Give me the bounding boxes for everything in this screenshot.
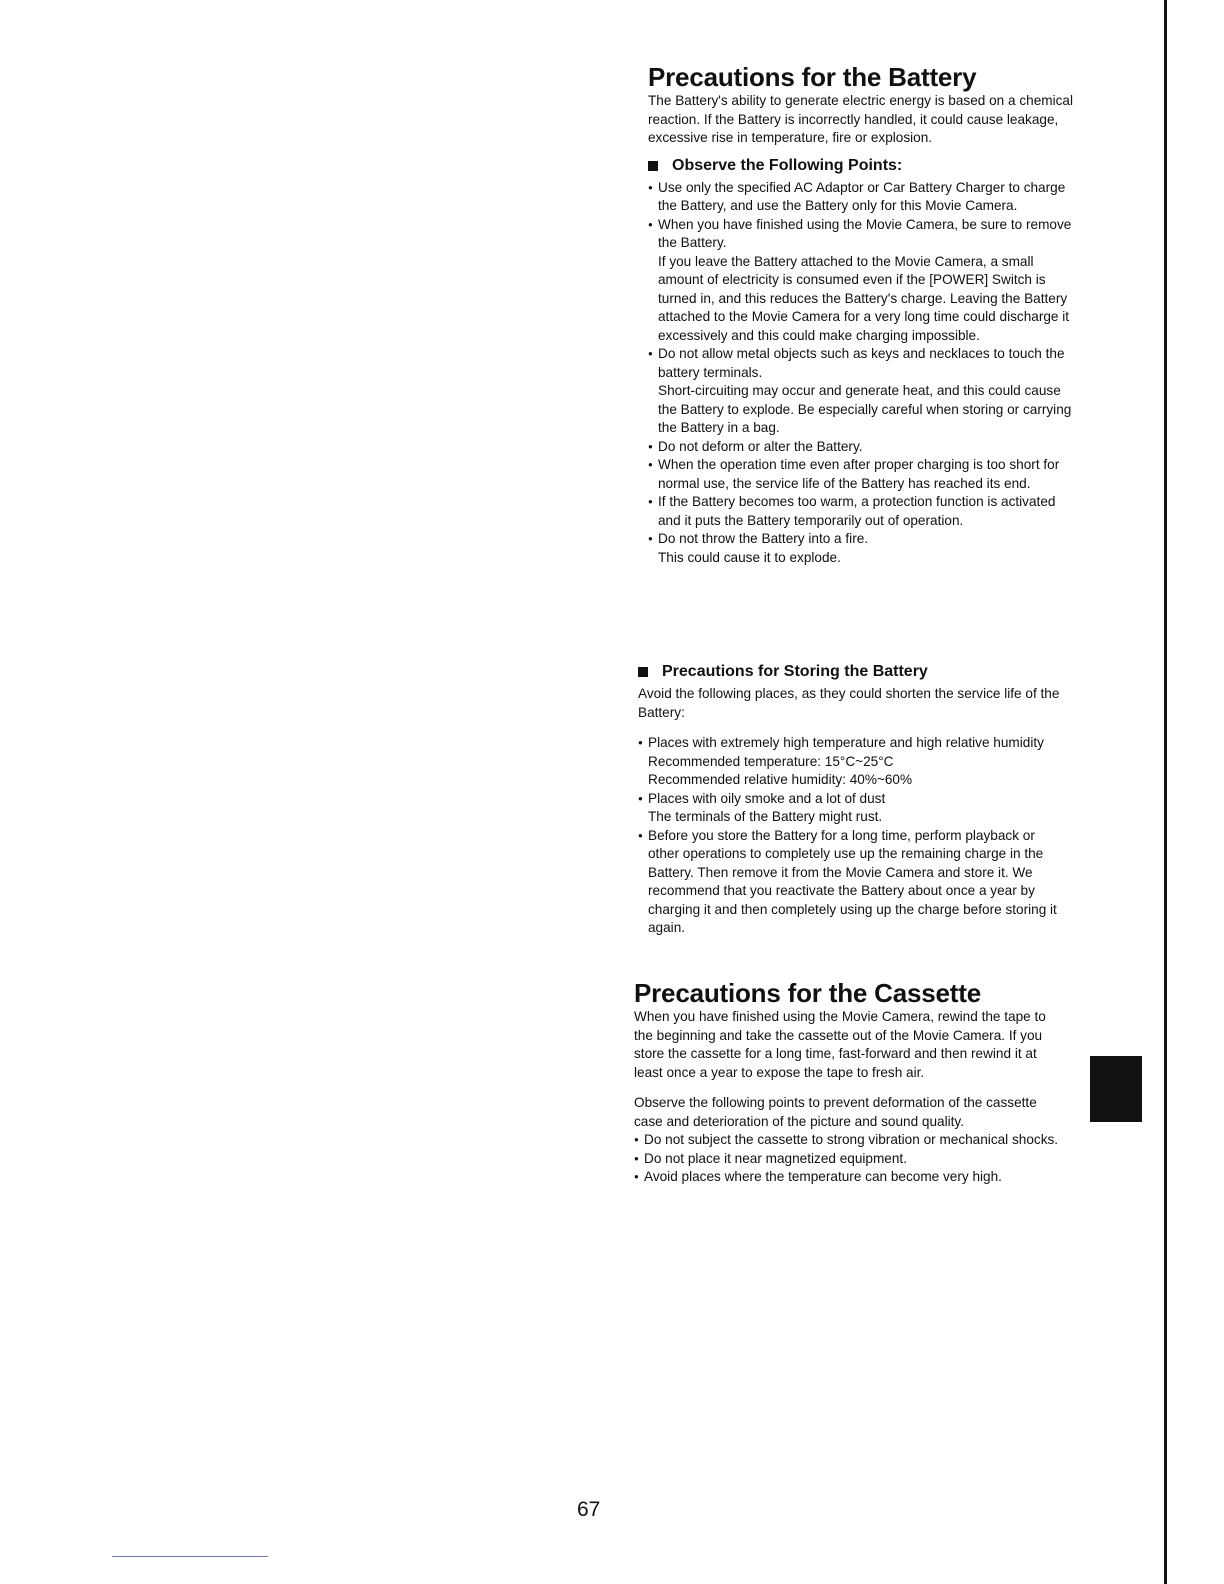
item-detail: Recommended temperature: 15°C~25°C: [648, 753, 894, 769]
list-item: [634, 1150, 1066, 1169]
storing-section: [638, 662, 1068, 938]
item-detail: Short-circuiting may occur and generate heat, and this could cause the Battery to explode. Be especially careful when storing or carrying the Battery in a bag.: [658, 383, 1072, 435]
list-item: [638, 734, 1068, 790]
cassette-section: [634, 978, 1066, 1187]
item-text: Use only the specified AC Adaptor or Car Battery Charger to charge the Battery, and use the Battery only for this Movie Camera.: [658, 179, 1066, 213]
list-item: [648, 216, 1078, 346]
page-number: 67: [577, 1498, 601, 1521]
observe-heading-row: [648, 156, 1078, 176]
battery-title: Precautions for the Battery: [648, 62, 977, 92]
item-detail: If you leave the Battery attached to the Movie Camera, a small amount of electricity is consumed even if the [POWER] Switch is turned in, and this reduces the Battery's charge. Leaving the Battery attached to the Movie Camera for a very long time could discharge it excessively and this could make charging impossible.: [658, 253, 1070, 343]
item-detail: Recommended relative humidity: 40%~60%: [648, 772, 913, 787]
list-item: [648, 179, 1078, 216]
list-item: [648, 456, 1078, 493]
item-text: Do not place it near magnetized equipment.: [644, 1150, 907, 1166]
list-item: [648, 345, 1078, 438]
cassette-title: Precautions for the Cassette: [634, 978, 981, 1008]
item-text: When you have finished using the Movie Camera, be sure to remove the Battery.: [658, 216, 1072, 250]
square-bullet-icon: [648, 161, 658, 171]
item-text: Before you store the Battery for a long time, perform playback or other operations to completely use up the remaining charge in the Battery. Then remove it from the Movie Camera and store it. We recommend that you reactivate the Battery about once a year by charging it and then completely using up the charge before storing it again.: [648, 827, 1057, 935]
list-item: [648, 438, 1078, 457]
list-item: [638, 827, 1068, 938]
item-text: Do not allow metal objects such as keys and necklaces to touch the battery terminals.: [658, 346, 1065, 380]
cassette-intro-2: Observe the following points to prevent deformation of the cassette case and deterioration of the picture and sound quality.: [634, 1095, 1037, 1129]
item-text: Do not subject the cassette to strong vibration or mechanical shocks.: [644, 1132, 1059, 1147]
section-index-tab: [1090, 1056, 1142, 1122]
item-text: If the Battery becomes too warm, a protection function is activated and it puts the Battery temporarily out of operation.: [658, 494, 1056, 528]
bottom-scan-line: [112, 1556, 268, 1557]
storing-heading: Precautions for Storing the Battery: [662, 663, 928, 680]
cassette-list: [634, 1131, 1066, 1187]
storing-list: [638, 734, 1068, 938]
list-item: [638, 790, 1068, 827]
item-text: Avoid places where the temperature can become very high.: [644, 1169, 1002, 1184]
right-edge-rule: [1164, 0, 1167, 1584]
list-item: [648, 530, 1078, 567]
item-text: Places with oily smoke and a lot of dust: [648, 790, 886, 806]
battery-section: [648, 62, 1078, 567]
battery-intro: The Battery's ability to generate electric energy is based on a chemical reaction. If the Battery is incorrectly handled, it could cause leakage, excessive rise in temperature, fire or explosion.: [648, 93, 1073, 145]
item-text: Do not deform or alter the Battery.: [658, 438, 863, 454]
storing-intro: Avoid the following places, as they could shorten the service life of the Battery:: [638, 686, 1060, 720]
item-text: Do not throw the Battery into a fire.: [658, 531, 869, 546]
storing-heading-row: [638, 662, 1068, 682]
square-bullet-icon: [638, 667, 648, 677]
observe-list: [648, 179, 1078, 568]
list-item: [634, 1131, 1066, 1150]
item-text: Places with extremely high temperature and high relative humidity: [648, 735, 1044, 750]
spacer: [638, 722, 1068, 734]
spacer: [634, 1082, 1066, 1094]
observe-heading: Observe the Following Points:: [672, 156, 903, 174]
item-detail: The terminals of the Battery might rust.: [648, 809, 883, 824]
list-item: [648, 493, 1078, 530]
list-item: [634, 1168, 1066, 1187]
item-detail: This could cause it to explode.: [658, 549, 841, 565]
item-text: When the operation time even after proper charging is too short for normal use, the service life of the Battery has reached its end.: [658, 457, 1060, 491]
cassette-intro-1: When you have finished using the Movie Camera, rewind the tape to the beginning and take the cassette out of the Movie Camera. If you store the cassette for a long time, fast-forward and then rewind it at least once a year to expose the tape to fresh air.: [634, 1009, 1046, 1080]
